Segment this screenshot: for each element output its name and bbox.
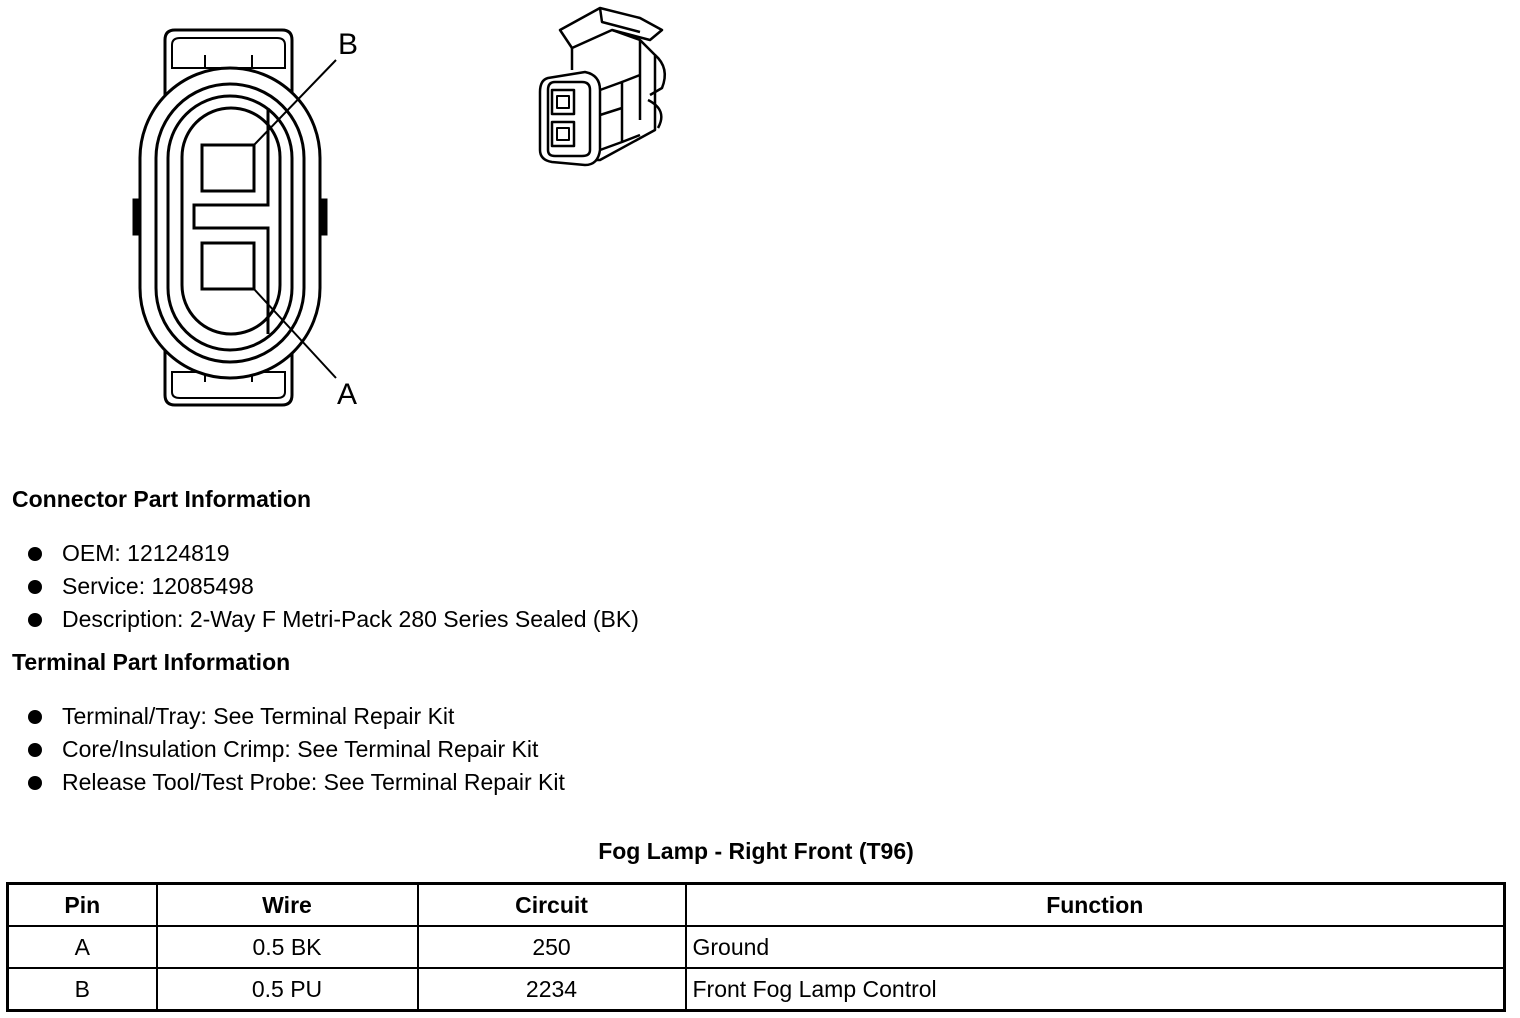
connector-face-diagram <box>120 20 380 420</box>
list-item <box>28 733 565 766</box>
list-item <box>28 603 639 636</box>
connector-info-heading: Connector Part Information <box>12 486 312 512</box>
cell-wire: 0.5 PU <box>157 968 418 1011</box>
bullet-icon <box>28 776 42 790</box>
list-item <box>28 700 565 733</box>
list-item-text: Terminal/Tray: See Terminal Repair Kit <box>62 703 455 729</box>
cell-pin: A <box>8 926 157 968</box>
cell-pin: B <box>8 968 157 1011</box>
terminal-info-list <box>28 700 565 799</box>
bullet-icon <box>28 580 42 594</box>
column-header-function: Function <box>686 884 1505 927</box>
table-header-row <box>8 884 1505 927</box>
cell-wire: 0.5 BK <box>157 926 418 968</box>
list-item-text: Core/Insulation Crimp: See Terminal Repair Kit <box>62 736 539 762</box>
cell-function: Front Fog Lamp Control <box>686 968 1505 1011</box>
pin-table-title: Fog Lamp - Right Front (T96) <box>598 838 914 864</box>
cell-circuit: 2234 <box>418 968 686 1011</box>
list-item <box>28 537 639 570</box>
list-item-text: Service: 12085498 <box>62 573 254 599</box>
list-item-text: OEM: 12124819 <box>62 540 230 566</box>
bullet-icon <box>28 710 42 724</box>
pin-a-label: A <box>337 378 358 411</box>
cell-circuit: 250 <box>418 926 686 968</box>
column-header-pin: Pin <box>8 884 157 927</box>
connector-info-list <box>28 537 639 636</box>
bullet-icon <box>28 547 42 561</box>
cell-function: Ground <box>686 926 1505 968</box>
connector-isometric-diagram <box>530 5 675 175</box>
bullet-icon <box>28 743 42 757</box>
list-item <box>28 766 565 799</box>
column-header-circuit: Circuit <box>418 884 686 927</box>
table-row <box>8 968 1505 1011</box>
list-item-text: Description: 2-Way F Metri-Pack 280 Series Sealed (BK) <box>62 606 639 632</box>
pin-b-label: B <box>338 28 359 61</box>
column-header-wire: Wire <box>157 884 418 927</box>
bullet-icon <box>28 613 42 627</box>
terminal-info-heading: Terminal Part Information <box>12 649 291 675</box>
list-item-text: Release Tool/Test Probe: See Terminal Repair Kit <box>62 769 565 795</box>
pin-table <box>6 882 1506 1012</box>
table-row <box>8 926 1505 968</box>
list-item <box>28 570 639 603</box>
